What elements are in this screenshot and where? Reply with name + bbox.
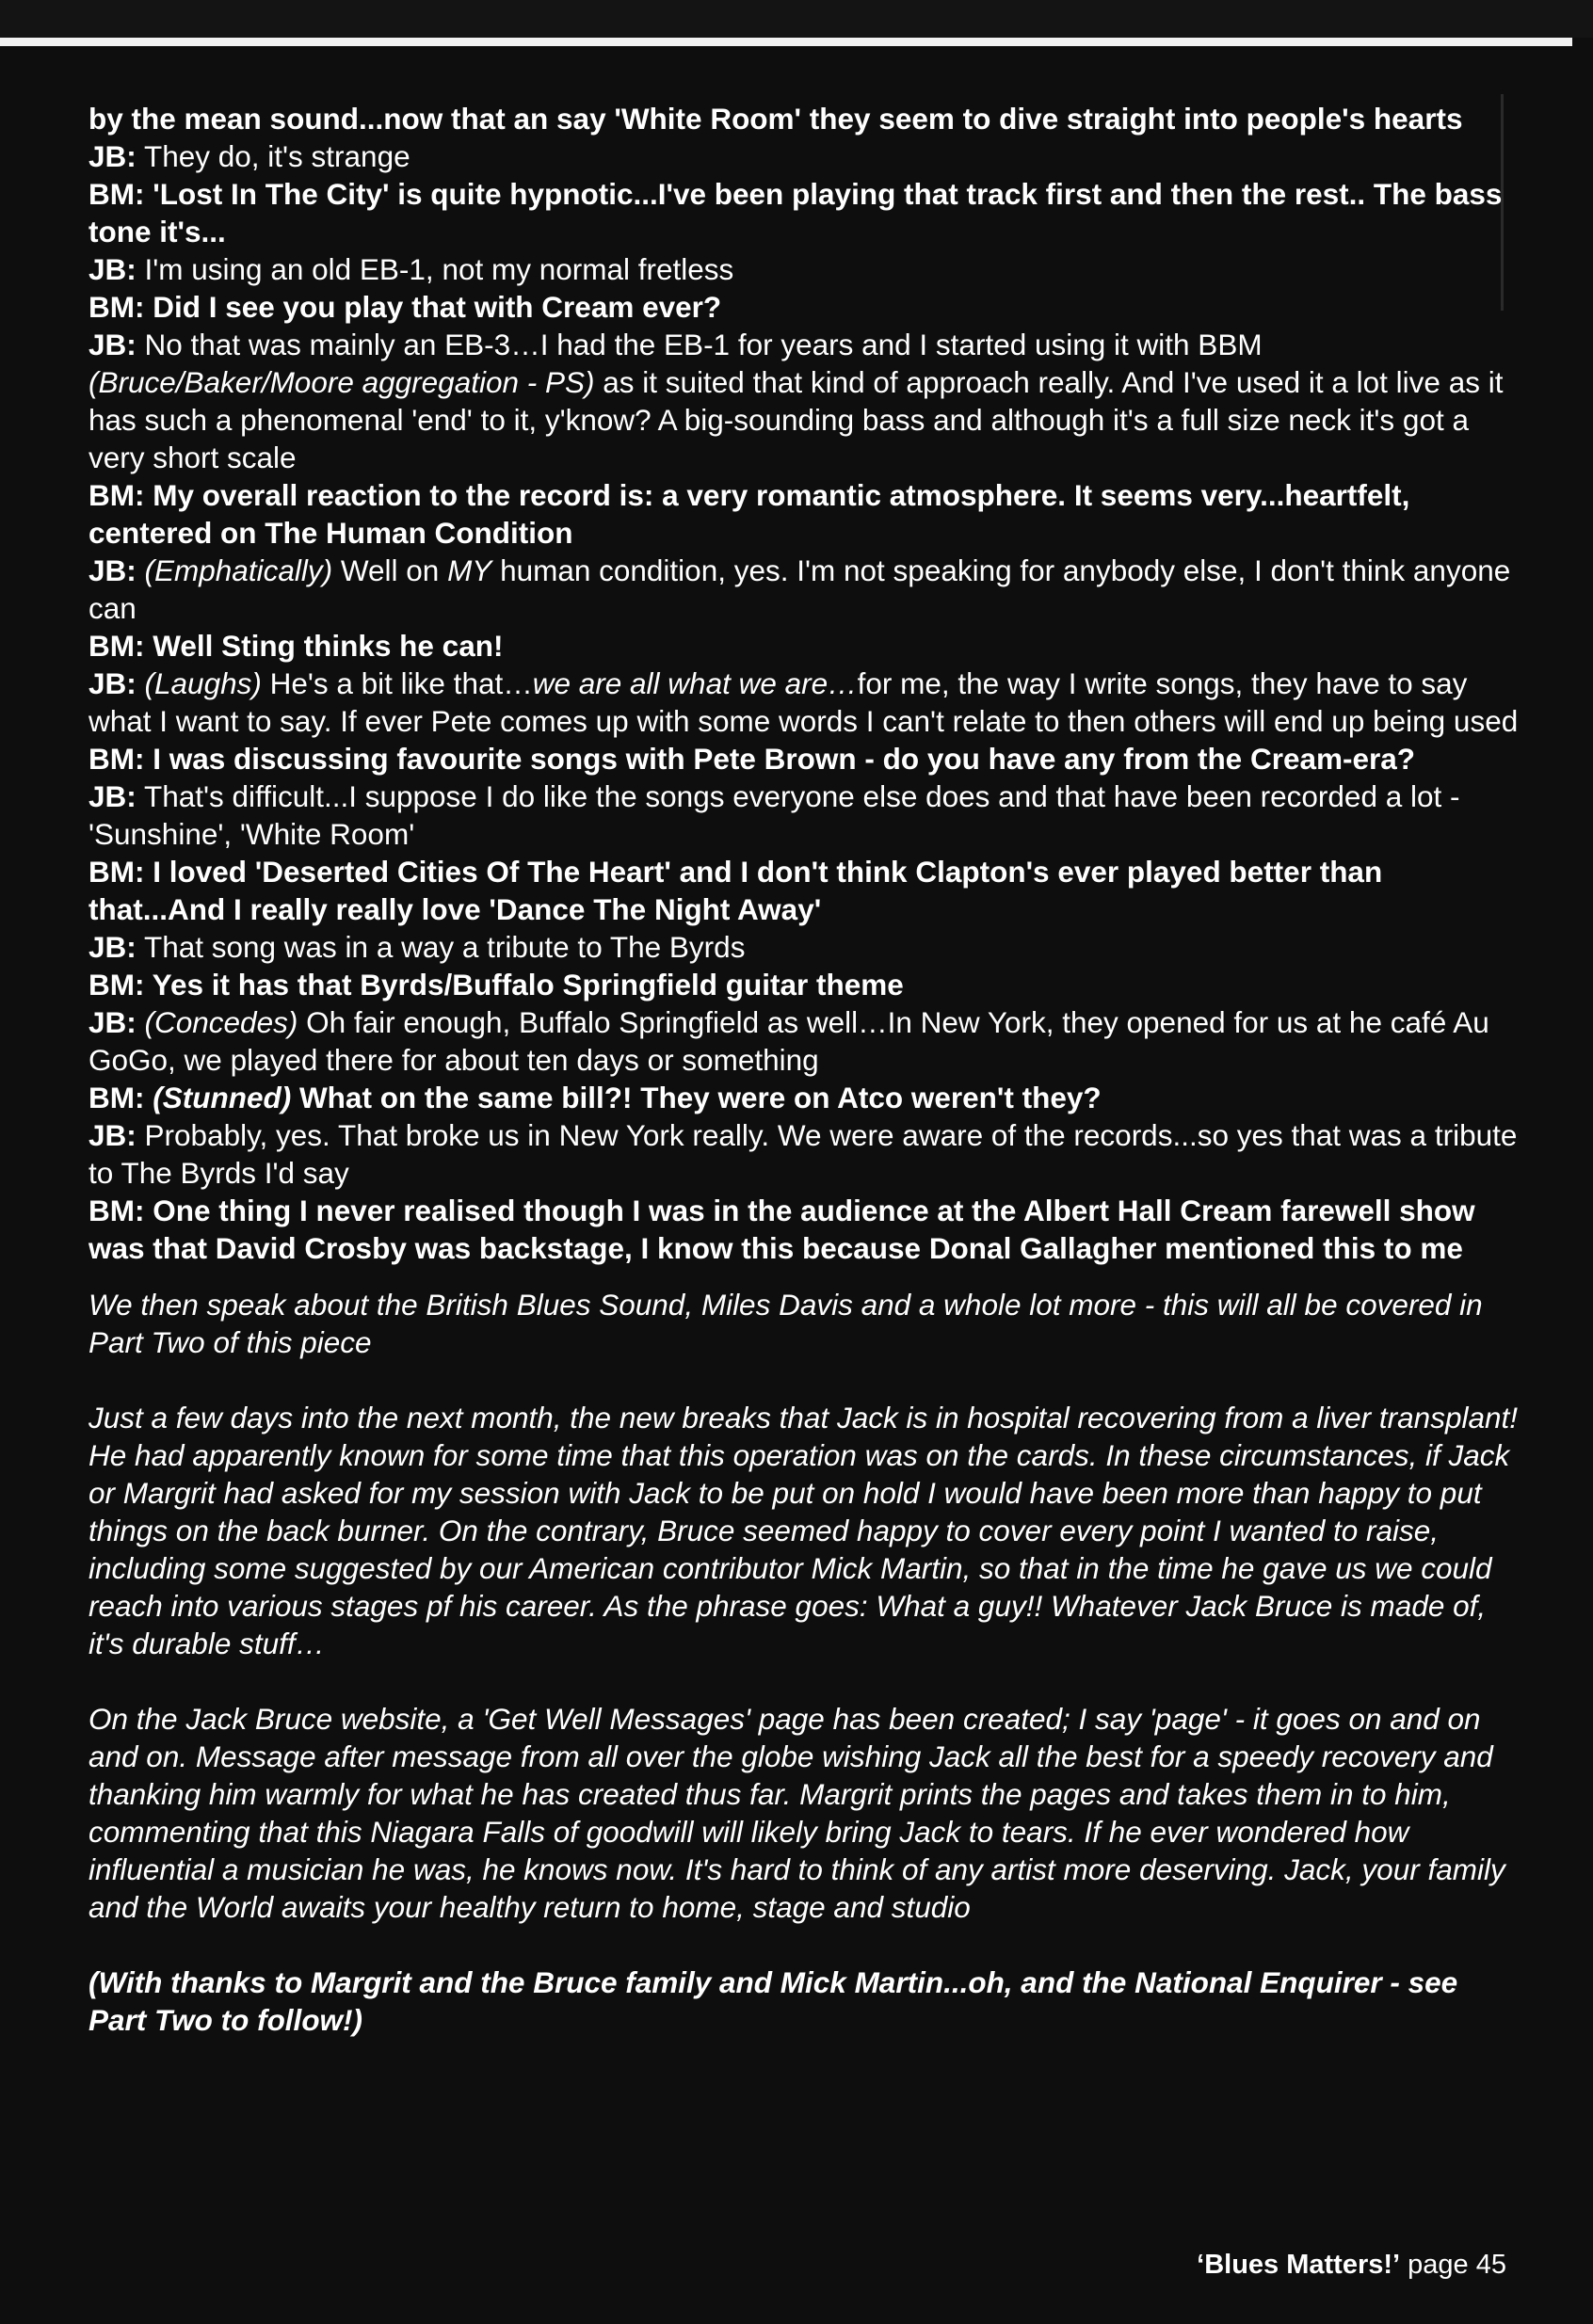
line-speaker: BM: (88, 478, 145, 512)
line-text: No that was mainly an EB-3…I had the EB-1 for years and I started using it with BBM (136, 328, 1263, 361)
line-speaker: BM: (88, 1194, 145, 1227)
line-text: 'Lost In The City' is quite hypnotic...I've been playing that track first and then the rest.. The bass tone it's... (88, 177, 1503, 248)
question-line (88, 476, 1520, 552)
paragraph-part-two-note: We then speak about the British Blues Sound, Miles Davis and a whole lot more - this will all be covered in Part Two of this piece (88, 1288, 1483, 1359)
question-line (88, 966, 1520, 1003)
thanks-note: (With thanks to Margrit and the Bruce family and Mick Martin...oh, and the National Enquirer - see Part Two to follow!) (88, 1965, 1458, 2037)
paragraph-get-well: On the Jack Bruce website, a 'Get Well Messages' page has been created; I say 'page' - it goes on and on and on. Message after message from all over the globe wishing Jack all the best for a speedy recovery and thanking him warmly for what he has created thus far. Margrit prints the pages and takes them in to him, commenting that this Niagara Falls of goodwill will likely bring Jack to tears. If he ever wondered how influential a musician he was, he knows now. It's hard to think of any artist more deserving. Jack, your family and the World awaits your healthy return to home, stage and studio (88, 1702, 1505, 1924)
line-speaker: BM: (88, 742, 145, 776)
paragraph-hospital: Just a few days into the next month, the new breaks that Jack is in hospital recovering from a liver transplant! He had apparently known for some time that this operation was on the cards. In these circumstances, if Jack or Margrit had asked for my session with Jack to be put on hold I would have been more than happy to put things on the back burner. On the contrary, Bruce seemed happy to cover every point I wanted to raise, including some suggested by our American contributor Mick Martin, so that in the time he gave us we could reach into various stages pf his career. As the phrase goes: What a guy!! Whatever Jack Bruce is made of, it's durable stuff… (88, 1401, 1518, 1660)
line-speaker: BM: (88, 629, 145, 663)
line-speaker: JB: (88, 139, 137, 173)
line-italic: we are all what we are… (532, 666, 858, 700)
line-text: Did I see you play that with Cream ever? (144, 290, 722, 324)
line-speaker: JB: (88, 553, 137, 587)
line-text: Yes it has that Byrds/Buffalo Springfield guitar theme (144, 968, 904, 1002)
question-line (88, 175, 1520, 250)
line-speaker: JB: (88, 252, 137, 286)
answer-line (88, 1116, 1520, 1192)
publication-name: ‘Blues Matters!’ (1197, 2250, 1401, 2280)
answer-line (88, 665, 1520, 740)
line-italic: MY (447, 553, 492, 587)
line-text: Probably, yes. That broke us in New York really. We were aware of the records...so yes that was a tribute to The Byrds I'd say (88, 1118, 1518, 1190)
answer-line (88, 250, 1520, 288)
line-text: He's a bit like that… (261, 666, 533, 700)
page-footer (1197, 2248, 1506, 2282)
answer-line (88, 137, 1520, 175)
line-text: I was discussing favourite songs with Pete Brown - do you have any from the Cream-era? (144, 742, 1416, 776)
line-text: That's difficult...I suppose I do like the songs everyone else does and that have been recorded a lot - 'Sunshine', 'White Room' (88, 779, 1460, 851)
line-text2: human condition, yes. I'm not speaking for anybody else, I don't think anyone can (88, 553, 1511, 625)
line-speaker: BM: (88, 855, 145, 889)
question-line (88, 627, 1520, 665)
line-text: Well on (332, 553, 448, 587)
answer-line (88, 777, 1520, 853)
line-italic_lead: (Concedes) (136, 1005, 298, 1039)
line-text2: as it suited that kind of approach really. And I've used it a lot live as it has such a phenomenal 'end' to it, y'know? A big-sounding bass and although it's a full size neck it's got a very short scale (88, 365, 1504, 474)
interview-transcript (88, 100, 1520, 1267)
line-text: My overall reaction to the record is: a very romantic atmosphere. It seems very...heartfelt, centered on The Human Condition (88, 478, 1410, 550)
question-line (88, 1079, 1520, 1116)
answer-line (88, 1003, 1520, 1079)
line-text: Oh fair enough, Buffalo Springfield as well…In New York, they opened for us at he café Au GoGo, we played there for about ten days or something (88, 1005, 1489, 1077)
answer-line (88, 928, 1520, 966)
question-line (88, 740, 1520, 777)
line-text: I loved 'Deserted Cities Of The Heart' and I don't think Clapton's ever played better than that...And I really really love 'Dance The Night Away' (88, 855, 1383, 926)
page-top-edge (0, 0, 1593, 38)
question-line (88, 288, 1520, 326)
line-italic_lead: (Stunned) (144, 1081, 292, 1114)
answer-line (88, 552, 1520, 627)
line-text: What on the same bill?! They were on Atco weren't they? (291, 1081, 1102, 1114)
line-speaker: JB: (88, 1005, 137, 1039)
question-line (88, 853, 1520, 928)
line-text: They do, it's strange (136, 139, 410, 173)
line-speaker: BM: (88, 1081, 145, 1114)
line-italic: (Bruce/Baker/Moore aggregation - PS) (88, 365, 595, 399)
line-text: That song was in a way a tribute to The Byrds (136, 930, 746, 964)
line-text: One thing I never realised though I was in the audience at the Albert Hall Cream farewell show was that David Crosby was backstage, I know this because Donal Gallagher mentioned this to me (88, 1194, 1475, 1265)
line-speaker: BM: (88, 290, 145, 324)
question-line (88, 100, 1520, 137)
line-text: by the mean sound...now that an say 'White Room' they seem to dive straight into people's hearts (88, 102, 1463, 136)
article-body (88, 100, 1520, 2039)
line-text: Well Sting thinks he can! (144, 629, 504, 663)
line-speaker: JB: (88, 779, 137, 813)
line-speaker: JB: (88, 930, 137, 964)
line-text: I'm using an old EB-1, not my normal fretless (136, 252, 734, 286)
line-speaker: JB: (88, 666, 137, 700)
line-italic_lead: (Laughs) (136, 666, 262, 700)
line-speaker: BM: (88, 177, 145, 211)
line-speaker: JB: (88, 1118, 137, 1152)
page-number: page 45 (1400, 2250, 1506, 2280)
line-italic_lead: (Emphatically) (136, 553, 333, 587)
question-line (88, 1192, 1520, 1267)
answer-line (88, 326, 1520, 476)
header-rule (0, 38, 1572, 46)
line-text2: for me, the way I write songs, they have to say what I want to say. If ever Pete comes up with some words I can't relate to then others will end up being used (88, 666, 1519, 738)
line-speaker: JB: (88, 328, 137, 361)
line-speaker: BM: (88, 968, 145, 1002)
